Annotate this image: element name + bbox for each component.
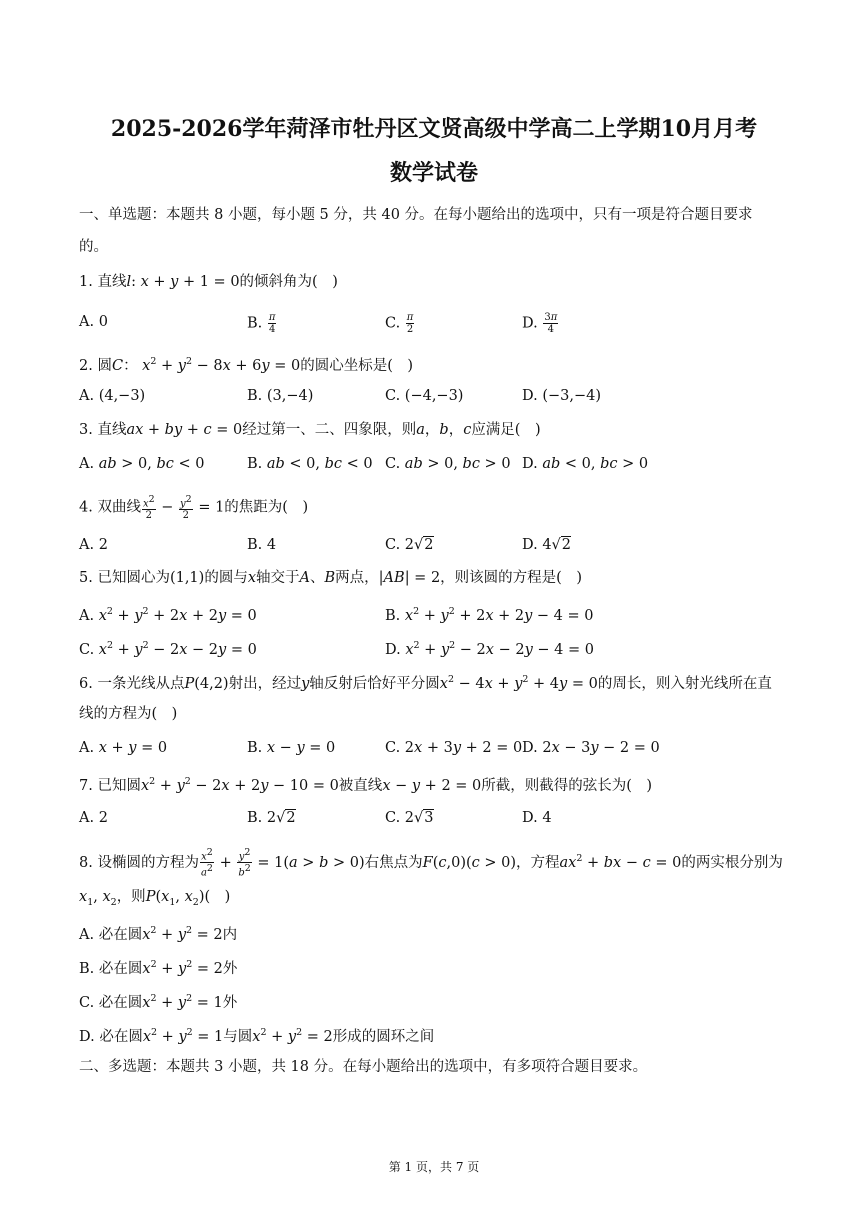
- q5-option-d: D. $x^2 + y^2 - 2x - 2y - 4 = 0$: [385, 640, 594, 658]
- q8-stem-line1: 8. 设椭圆的方程为 $\frac{x^2}{a^2}$ + $\frac{y^2}{b^2}$ = 1(a > b > 0)右焦点为F(c,0)(c > 0)，方程$ax^2$ + bx − c = 0的两实根分别为: [79, 847, 783, 879]
- q7-stem: 7. 已知圆$x^2 + y^2 - 2x + 2y - 10 = 0$被直线x − y + 2 = 0所截，则截得的弦长为( ): [79, 776, 653, 794]
- q2-option-c: C. (−4,−3): [385, 388, 464, 404]
- q4-option-c: C. 2√2: [385, 537, 434, 553]
- q2-option-d: D. (−3,−4): [522, 388, 601, 404]
- q5-option-b: B. $x^2 + y^2 + 2x + 2y - 4 = 0$: [385, 606, 594, 624]
- q5-stem: 5. 已知圆心为(1,1)的圆与x轴交于A、B两点，|AB| = 2，则该圆的方程是( ): [79, 570, 582, 586]
- q7-option-a: A. 2: [79, 810, 108, 826]
- q6-option-b: B. x − y = 0: [247, 740, 336, 756]
- q1-option-d: D. $\frac{3\pi}{4}$: [522, 312, 558, 335]
- q6-stem-line2: 线的方程为( ): [79, 706, 178, 722]
- q7-option-b: B. 2√2: [247, 810, 296, 826]
- q6-option-a: A. x + y = 0: [79, 740, 168, 756]
- q6-option-d: D. 2x − 3y − 2 = 0: [522, 740, 660, 756]
- q7-option-d: D. 4: [522, 810, 552, 826]
- section1-line2: 的。: [79, 239, 108, 255]
- section1-line1: 一、单选题：本题共 8 小题，每小题 5 分，共 40 分。在每小题给出的选项中，只有一项是符合题目要求: [79, 207, 753, 223]
- q8-option-d: D. 必在圆$x^2 + y^2 = 1$与圆$x^2 + y^2 = 2$形成的圆环之间: [79, 1027, 435, 1045]
- q4-option-d: D. 4√2: [522, 537, 572, 553]
- page-title-line1: 2025-2026学年菏泽市牡丹区文贤高级中学高二上学期10月月考: [110, 116, 758, 142]
- q1-option-a: A. 0: [79, 314, 108, 330]
- q3-option-b: B. ab < 0, bc < 0: [247, 456, 373, 472]
- q1-stem: 1. 直线l: x + y + 1 = 0的倾斜角为( ): [79, 274, 338, 290]
- q3-option-d: D. ab < 0, bc > 0: [522, 456, 649, 472]
- q3-option-a: A. ab > 0, bc < 0: [79, 456, 205, 472]
- q7-option-c: C. 2√3: [385, 810, 434, 826]
- q6-option-c: C. 2x + 3y + 2 = 0: [385, 740, 523, 756]
- page-footer: 第 1 页，共 7 页: [388, 1160, 480, 1174]
- q8-option-c: C. 必在圆$x^2 + y^2 = 1$外: [79, 993, 238, 1011]
- q4-stem: 4. 双曲线 $\frac{x^2}{2}$ − $\frac{y^2}{2}$ = 1的焦距为( ): [79, 494, 309, 522]
- page-title-line2: 数学试卷: [389, 160, 478, 186]
- q8-stem-line2: $x_1$, $x_2$，则$P(x_1$, $x_2$)( ): [79, 889, 231, 908]
- q2-stem: 2. 圆C： $x^2 + y^2 - 8x + 6y = 0$的圆心坐标是( ): [79, 356, 414, 374]
- q2-option-b: B. (3,−4): [247, 388, 314, 404]
- q5-option-c: C. $x^2 + y^2 - 2x - 2y = 0$: [79, 640, 257, 658]
- q3-option-c: C. ab > 0, bc > 0: [385, 456, 511, 472]
- q4-option-a: A. 2: [79, 537, 108, 553]
- q3-stem: 3. 直线ax + by + c = 0经过第一、二、四象限，则a，b，c应满足( ): [79, 422, 541, 438]
- q5-option-a: A. $x^2 + y^2 + 2x + 2y = 0$: [79, 606, 257, 624]
- q8-option-a: A. 必在圆$x^2 + y^2 = 2$内: [79, 925, 238, 943]
- section2-heading: 二、多选题：本题共 3 小题，共 18 分。在每小题给出的选项中，有多项符合题目要求。: [79, 1059, 648, 1075]
- q1-option-c: C. $\frac{\pi}{2}$: [385, 312, 414, 335]
- q2-option-a: A. (4,−3): [79, 388, 146, 404]
- q4-option-b: B. 4: [247, 537, 277, 553]
- q6-stem-line1: 6. 一条光线从点P(4,2)射出，经过y轴反射后恰好平分圆$x^2 - 4x + y^2 + 4y = 0$的周长，则入射光线所在直: [79, 674, 772, 692]
- q1-option-b: B. $\frac{\pi}{4}$: [247, 312, 276, 335]
- q8-option-b: B. 必在圆$x^2 + y^2 = 2$外: [79, 959, 238, 977]
